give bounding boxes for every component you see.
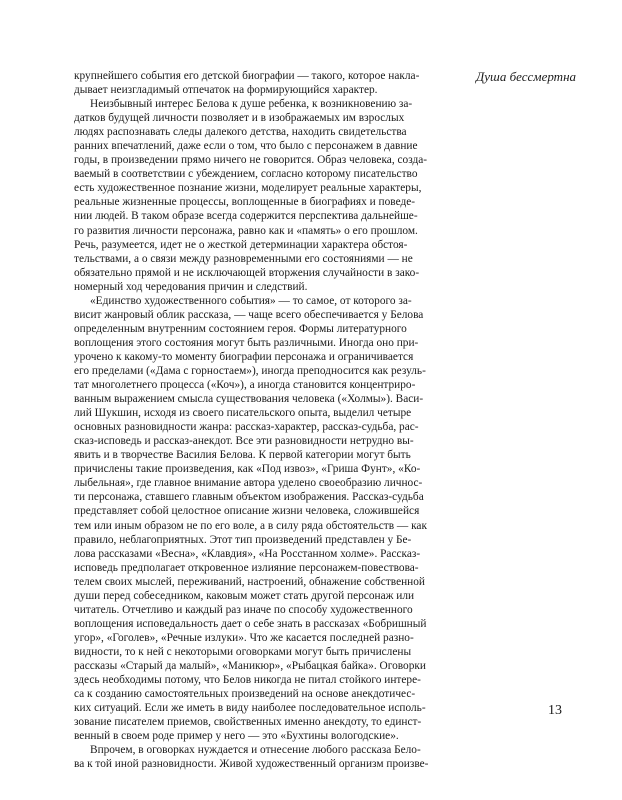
text-line: явить и в творчестве Василия Белова. К первой категории могут быть bbox=[74, 449, 411, 462]
text-line: годы, в произведении прямо ничего не говорится. Образ человека, созда- bbox=[74, 154, 428, 167]
text-line: читатель. Отчетливо и каждый раз иначе по способу художественного bbox=[74, 603, 413, 616]
text-line: представляет собой целостное описание жизни человека, сложившейся bbox=[74, 505, 420, 518]
paragraph-start-line: Впрочем, в оговорках нуждается и отнесение любого рассказа Бело- bbox=[90, 744, 421, 757]
text-line: тат многолетнего процесса («Коч»), а иногда становится концентриро- bbox=[74, 379, 416, 392]
body-text bbox=[74, 69, 454, 771]
text-line: воплощения этого состояния могут быть различными. Иногда оно при- bbox=[74, 336, 419, 349]
text-line: урочено к какому-то моменту биографии персонажа и ограничивается bbox=[74, 350, 414, 363]
text-line: его пределами («Дама с горностаем»), иногда преподносится как резуль- bbox=[74, 364, 426, 377]
text-line: причислены такие произведения, как «Под извоз», «Гриша Фунт», «Ко- bbox=[74, 463, 421, 476]
text-line: правило, неблагоприятных. Этот тип произведений представлен у Бе- bbox=[74, 533, 412, 546]
text-line: датков будущей личности позволяет и в изображаемых им взрослых bbox=[74, 112, 405, 125]
text-line: угор», «Гоголев», «Речные излуки». Что же касается последней разно- bbox=[74, 631, 414, 644]
running-head: Душа бессмертна bbox=[476, 69, 577, 84]
paragraph-start-line: «Единство художественного события» — то самое, от которого за- bbox=[90, 294, 412, 307]
paragraph-start-line: Неизбывный интерес Белова к душе ребенка, к возникновению за- bbox=[90, 98, 413, 111]
text-line: реальные жизненные процессы, воплощенные в биографиях и поведе- bbox=[74, 196, 416, 209]
text-line: лова рассказами «Весна», «Клавдия», «На Росстанном холме». Рассказ- bbox=[74, 547, 421, 560]
text-line: ва к той иной разновидности. Живой художественный организм произве- bbox=[74, 758, 429, 771]
text-line: крупнейшего события его детской биографии — такого, которое накла- bbox=[74, 70, 420, 82]
text-line: дывает неизгладимый отпечаток на формирующийся характер. bbox=[74, 84, 378, 97]
text-line: ких ситуаций. Если же иметь в виду наиболее последовательное исполь- bbox=[74, 702, 426, 715]
text-line: ранних впечатлений, даже если о том, что было с персонажем в давние bbox=[74, 140, 418, 153]
text-line: са к созданию самостоятельных произведений на основе анекдотичес- bbox=[74, 688, 416, 701]
text-line: висит жанровый облик рассказа, — чаще всего обеспечивается у Белова bbox=[74, 308, 424, 321]
text-line: венный в своем роде пример у него — это «Бухтины вологодские». bbox=[74, 730, 399, 743]
text-line: сказ-исповедь и рассказ-анекдот. Все эти разновидности нетрудно вы- bbox=[74, 435, 414, 448]
text-line: рассказы «Старый да малый», «Маникюр», «Рыбацкая байка». Оговорки bbox=[74, 659, 426, 672]
page-number: 13 bbox=[548, 703, 562, 718]
text-line: го развития личности персонажа, равно как и «память» о его прошлом. bbox=[74, 224, 418, 237]
text-line: тельствами, а о связи между разновременными его состояниями — не bbox=[74, 252, 413, 265]
text-line: воплощения исповедальность дает о себе знать в рассказах «Бобришный bbox=[74, 617, 427, 630]
text-line: души перед собеседником, каковым может стать другой персонаж или bbox=[74, 589, 415, 602]
text-line: есть художественное познание жизни, моделирует реальные характеры, bbox=[74, 182, 422, 195]
text-line: телем своих мыслей, переживаний, настроений, обнажение собственной bbox=[74, 575, 425, 588]
text-line: людях распознавать следы далекого детства, находить свидетельства bbox=[74, 126, 407, 139]
text-line: здесь необходимы потому, что Белов никогда не питал стойкого интере- bbox=[74, 674, 421, 687]
text-line: обязательно прямой и не исключающей вторжения случайности в зако- bbox=[74, 266, 420, 279]
text-line: определенным внутренним состоянием героя. Формы литературного bbox=[74, 322, 407, 335]
text-line: тем или иным образом не по его воле, а в силу ряда обстоятельств — как bbox=[74, 519, 427, 532]
text-line: исповедь предполагает откровенное излияние персонажем-повествова- bbox=[74, 561, 419, 574]
text-line: ванным выражением смысла существования человека («Холмы»). Васи- bbox=[74, 393, 424, 406]
text-line: ваемый в соответствии с убеждением, согласно которому писательство bbox=[74, 168, 418, 181]
text-line: видности, то к ней с некоторыми оговорками могут быть причислены bbox=[74, 645, 412, 658]
text-line: зование писателем приемов, свойственных именно анекдоту, то единст- bbox=[74, 716, 422, 729]
text-line: ти персонажа, ставшего главным объектом изображения. Рассказ-судьба bbox=[74, 491, 424, 504]
text-line: лий Шукшин, исходя из своего писательского опыта, выделил четыре bbox=[74, 407, 412, 420]
text-line: основных разновидности жанра: рассказ-характер, рассказ-судьба, рас- bbox=[74, 421, 419, 434]
text-line: Речь, разумеется, идет не о жесткой детерминации характера обстоя- bbox=[74, 238, 408, 251]
text-line: лыбельная», где главное внимание автора уделено своеобразию личнос- bbox=[74, 477, 423, 490]
text-line: номерный ход чередования причин и следствий. bbox=[74, 280, 308, 293]
text-line: нии людей. В таком образе всегда содержится перспектива дальнейше- bbox=[74, 210, 418, 223]
